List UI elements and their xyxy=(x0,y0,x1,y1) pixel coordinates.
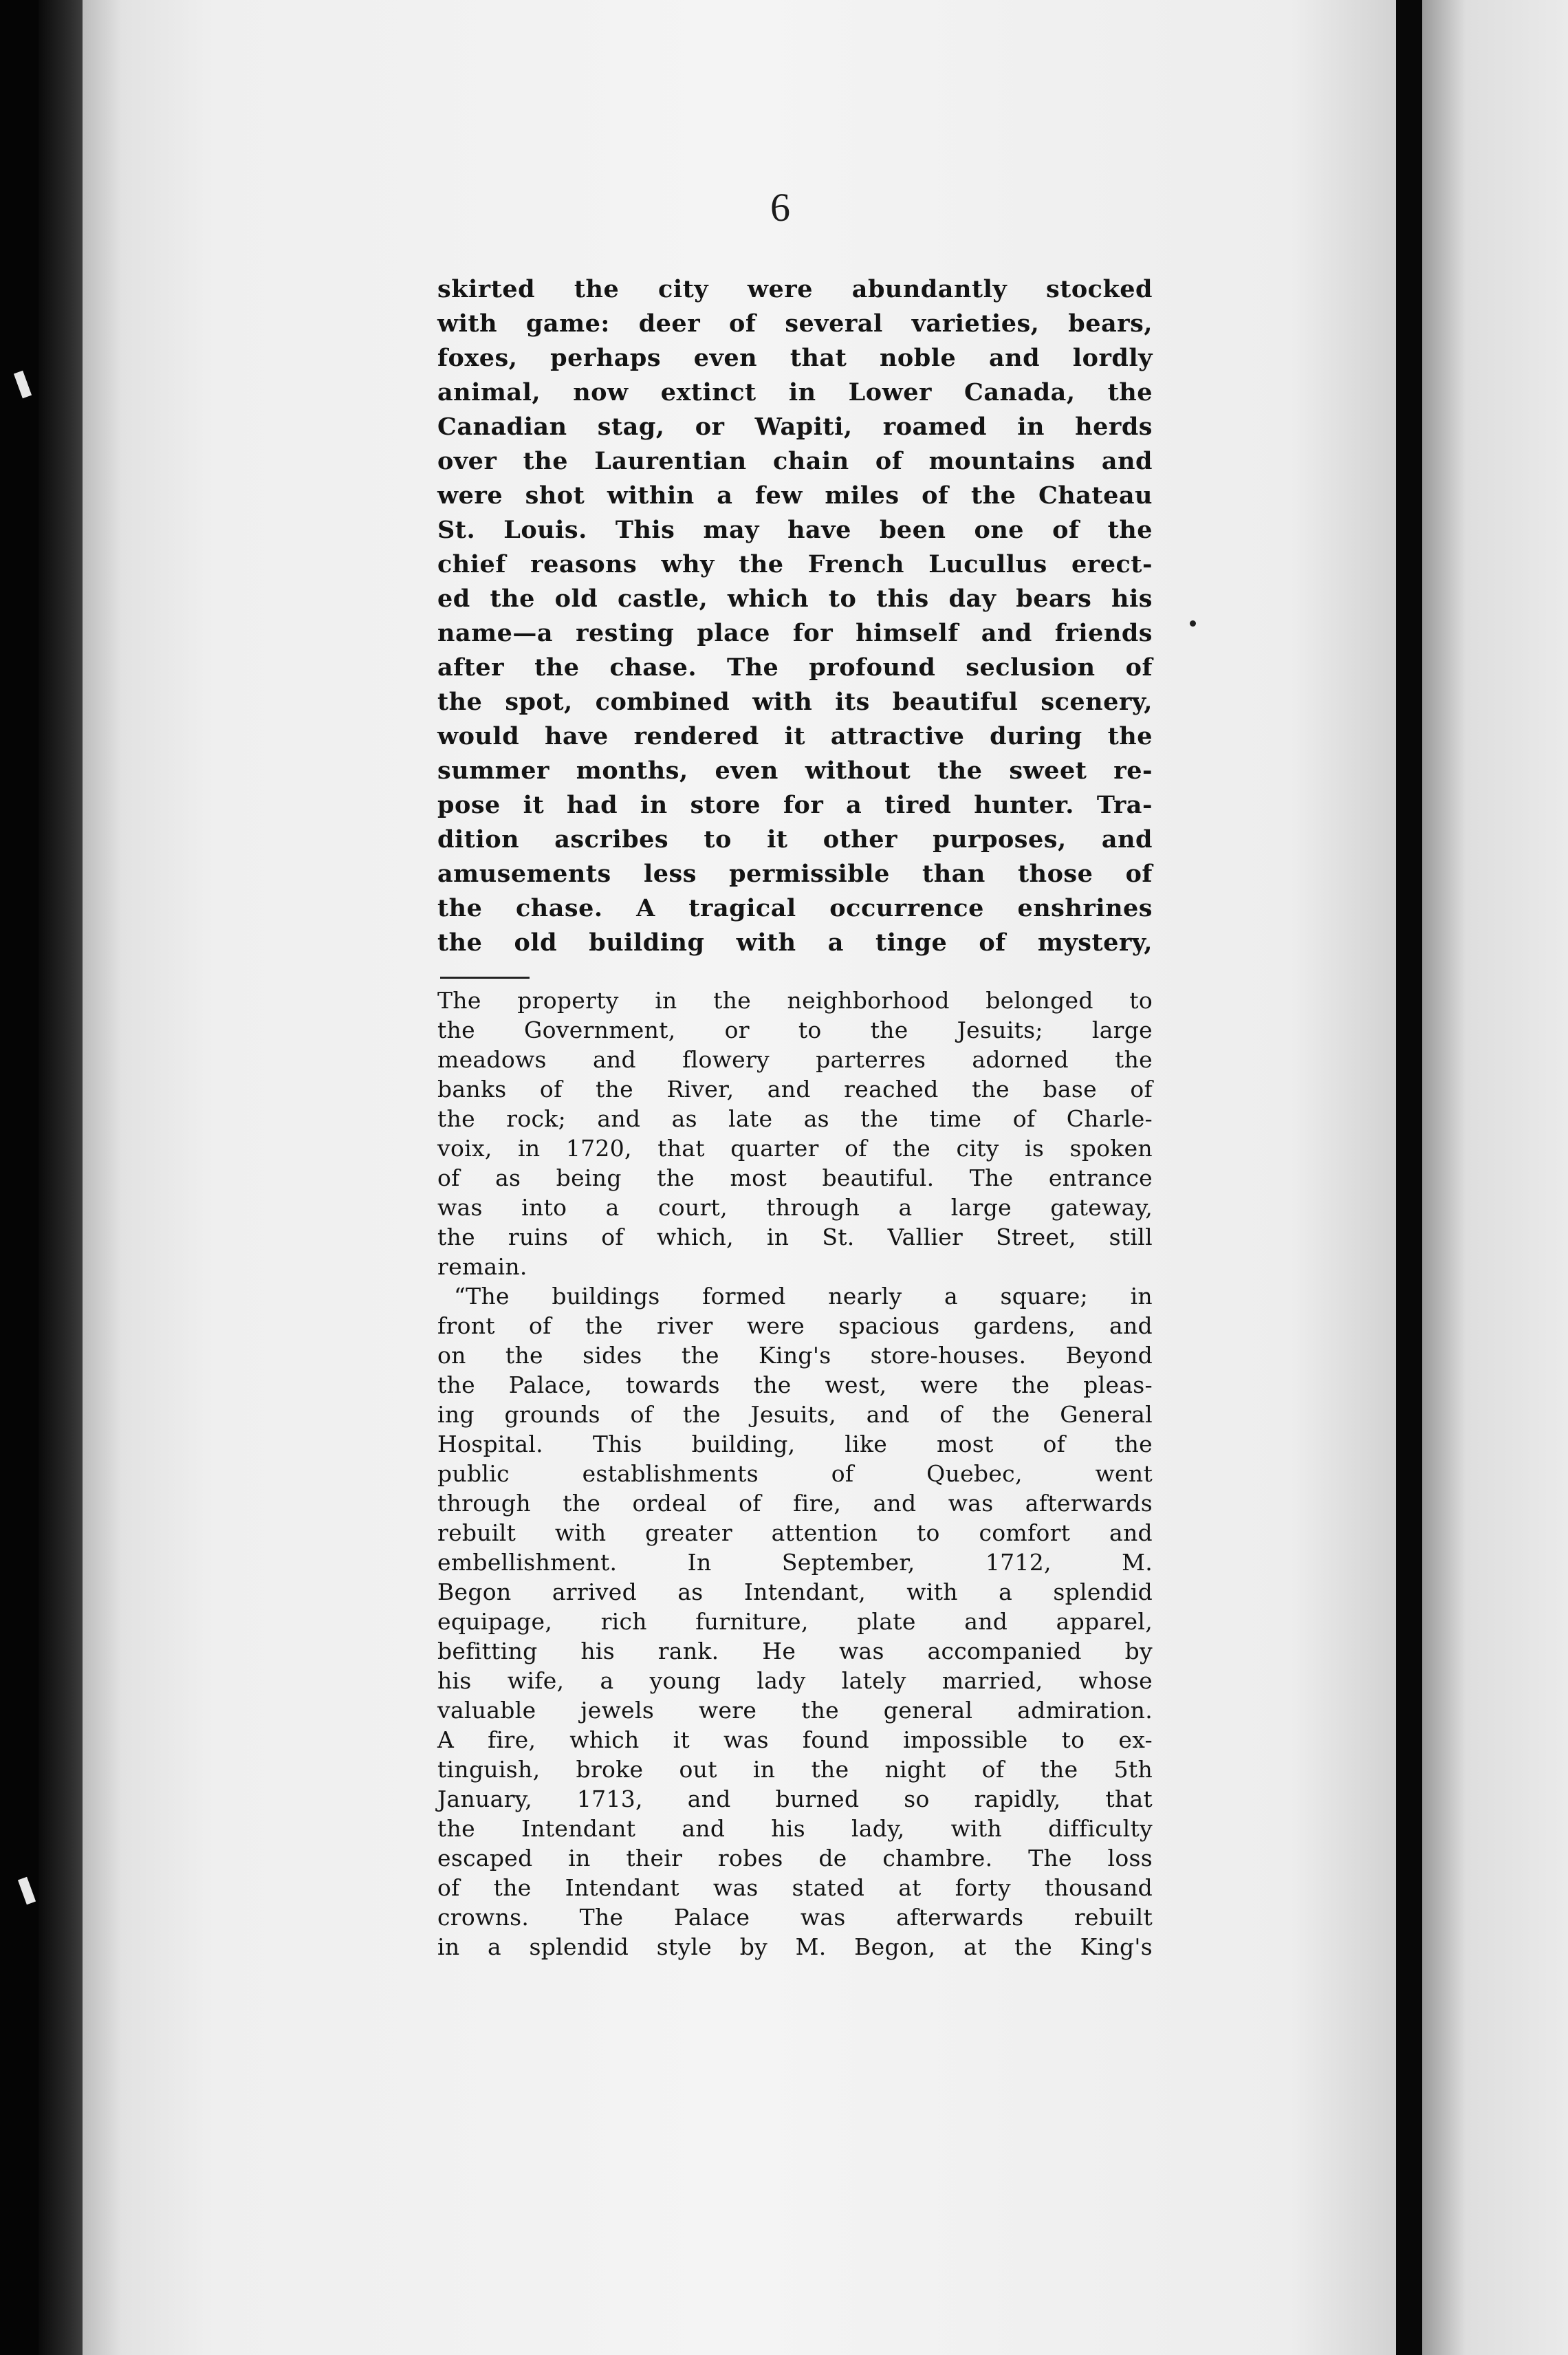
text-line: skirted the city were abundantly stocked xyxy=(437,275,1153,303)
quoted-paragraph xyxy=(437,1281,1153,1962)
text-column xyxy=(437,272,1153,1962)
footnote-line: A fire, which it was found impossible to ex- xyxy=(437,1726,1153,1753)
footnote-line: escaped in their robes de chambre. The loss xyxy=(437,1845,1153,1871)
footnote-line: Hospital. This building, like most of the xyxy=(437,1431,1153,1457)
text-line: ed the old castle, which to this day bears his xyxy=(437,585,1153,613)
footnote-line: meadows and flowery parterres adorned the xyxy=(437,1046,1153,1073)
footnote-line: the rock; and as late as the time of Charle- xyxy=(437,1105,1153,1132)
text-line: were shot within a few miles of the Chateau xyxy=(437,481,1153,510)
footnote-line: valuable jewels were the general admiration. xyxy=(437,1697,1153,1724)
footnote-line: public establishments of Quebec, went xyxy=(437,1460,1153,1487)
text-line: name—a resting place for himself and friends xyxy=(437,619,1153,647)
footnote-line: voix, in 1720, that quarter of the city is spoken xyxy=(437,1135,1153,1162)
page-number: 6 xyxy=(770,185,790,230)
footnote-line: on the sides the King's store-houses. Beyond xyxy=(437,1342,1153,1369)
text-line: summer months, even without the sweet re- xyxy=(437,757,1153,785)
footnote-line: “The buildings formed nearly a square; in xyxy=(454,1283,1153,1310)
footnote-line: tinguish, broke out in the night of the 5th xyxy=(437,1756,1153,1783)
footnote-line: his wife, a young lady lately married, whose xyxy=(437,1667,1153,1694)
text-line: after the chase. The profound seclusion of xyxy=(437,653,1153,682)
text-line: over the Laurentian chain of mountains and xyxy=(437,447,1153,475)
footnote-line: the Government, or to the Jesuits; large xyxy=(437,1017,1153,1043)
text-line: the old building with a tinge of mystery, xyxy=(437,929,1153,957)
footnote-paragraph xyxy=(437,986,1153,1281)
footnote-line: was into a court, through a large gateway, xyxy=(437,1194,1153,1221)
footnote-line: The property in the neighborhood belonged to xyxy=(437,987,1153,1014)
footnote-line: front of the river were spacious gardens, and xyxy=(437,1312,1153,1339)
footnote-line: remain. xyxy=(437,1253,527,1280)
footnote-line: ing grounds of the Jesuits, and of the General xyxy=(437,1401,1153,1428)
text-line: Canadian stag, or Wapiti, roamed in herds xyxy=(437,413,1153,441)
text-line: amusements less permissible than those of xyxy=(437,860,1153,888)
footnote-line: through the ordeal of fire, and was afterwards xyxy=(437,1490,1153,1517)
adjacent-page-edge xyxy=(1422,0,1568,2355)
footnote-line: equipage, rich furniture, plate and apparel, xyxy=(437,1608,1153,1635)
footnote-line: the Palace, towards the west, were the pleas- xyxy=(437,1371,1153,1398)
film-edge-mark xyxy=(14,371,32,398)
footnote-line: of the Intendant was stated at forty thousand xyxy=(437,1874,1153,1901)
text-line: would have rendered it attractive during the xyxy=(437,722,1153,750)
footnote-rule xyxy=(440,977,530,979)
footnote-line: January, 1713, and burned so rapidly, that xyxy=(437,1786,1153,1812)
main-paragraph xyxy=(437,272,1153,960)
text-line: the chase. A tragical occurrence enshrines xyxy=(437,894,1153,922)
footnote-line: Begon arrived as Intendant, with a splendid xyxy=(437,1578,1153,1605)
text-line: foxes, perhaps even that noble and lordly xyxy=(437,344,1153,372)
text-line: St. Louis. This may have been one of the xyxy=(437,516,1153,544)
text-line: chief reasons why the French Lucullus erect- xyxy=(437,550,1153,578)
footnote-line: crowns. The Palace was afterwards rebuilt xyxy=(437,1904,1153,1931)
footnote-line: the ruins of which, in St. Vallier Street, still xyxy=(437,1224,1153,1250)
ink-speck xyxy=(1190,620,1196,627)
text-line: with game: deer of several varieties, bears, xyxy=(437,310,1153,338)
text-line: dition ascribes to it other purposes, and xyxy=(437,825,1153,854)
footnote-line: rebuilt with greater attention to comfort and xyxy=(437,1519,1153,1546)
page-gutter xyxy=(1396,0,1422,2355)
text-line: animal, now extinct in Lower Canada, the xyxy=(437,378,1153,406)
footnote-line: the Intendant and his lady, with difficulty xyxy=(437,1815,1153,1842)
footnote-line: in a splendid style by M. Begon, at the King's xyxy=(437,1933,1153,1960)
film-edge-mark xyxy=(18,1877,36,1904)
footnote-line: embellishment. In September, 1712, M. xyxy=(437,1549,1153,1576)
text-line: the spot, combined with its beautiful scenery, xyxy=(437,688,1153,716)
footnote-line: banks of the River, and reached the base of xyxy=(437,1076,1153,1103)
text-line: pose it had in store for a tired hunter. Tra- xyxy=(437,791,1153,819)
footnote-line: befitting his rank. He was accompanied by xyxy=(437,1638,1153,1664)
footnote-line: of as being the most beautiful. The entrance xyxy=(437,1164,1153,1191)
